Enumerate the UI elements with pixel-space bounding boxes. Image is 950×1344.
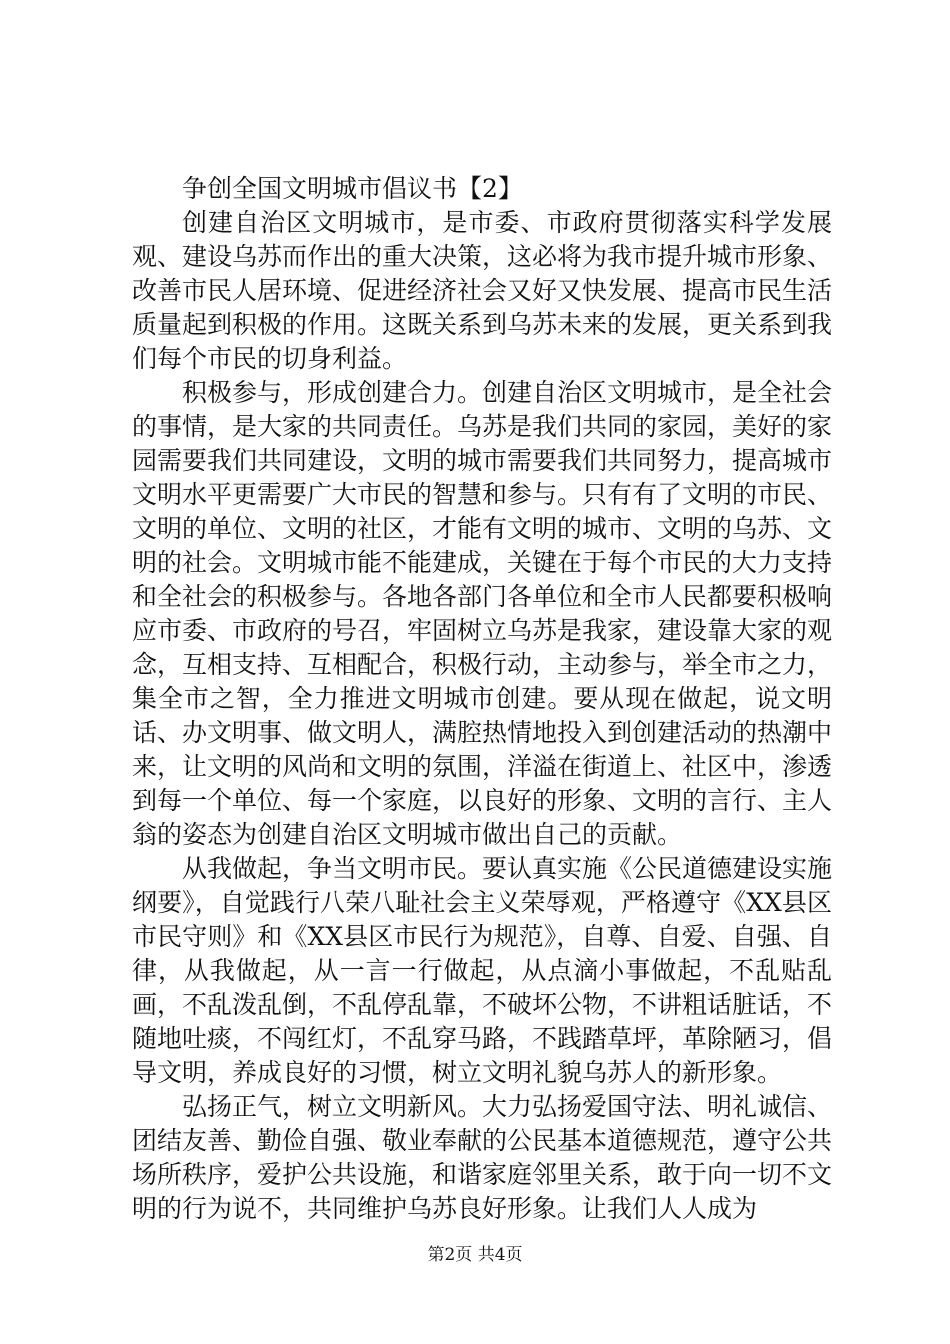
paragraph-new-ethos: 弘扬正气，树立文明新风。大力弘扬爱国守法、明礼诚信、团结友善、勤俭自强、敬业奉献的公民基本道德规范，遵守公共场所秩序，爱护公共设施，和谐家庭邻里关系，敢于向一切不文明的行为说不，共同维护乌苏良好形象。让我们人人成为: [132, 1092, 833, 1223]
paragraph-participation: 积极参与，形成创建合力。创建自治区文明城市，是全社会的事情，是大家的共同责任。乌苏是我们共同的家园，美好的家园需要我们共同建设，文明的城市需要我们共同努力，提高城市文明水平更需要广大市民的智慧和参与。只有有了文明的市民、文明的单位、文明的社区，才能有文明的城市、文明的乌苏、文明的社会。文明城市能不能建成，关键在于每个市民的大力支持和全社会的积极参与。各地各部门各单位和全市人民都要积极响应市委、市政府的号召，牢固树立乌苏是我家，建设靠大家的观念，互相支持、互相配合，积极行动，主动参与，举全市之力，集全市之智，全力推进文明城市创建。要从现在做起，说文明话、办文明事、做文明人，满腔热情地投入到创建活动的热潮中来，让文明的风尚和文明的氛围，洋溢在街道上、社区中，渗透到每一个单位、每一个家庭，以良好的形象、文明的言行、主人翁的姿态为创建自治区文明城市做出自己的贡献。: [132, 378, 833, 849]
paragraph-intro: 创建自治区文明城市，是市委、市政府贯彻落实科学发展观、建设乌苏而作出的重大决策，这必将为我市提升城市形象、改善市民人居环境、促进经济社会又好又快发展、提高市民生活质量起到积极的作用。这既关系到乌苏未来的发展，更关系到我们每个市民的切身利益。: [132, 208, 833, 373]
paragraph-civic-citizen: 从我做起，争当文明市民。要认真实施《公民道德建设实施纲要》，自觉践行八荣八耻社会主义荣辱观，严格遵守《XX县区市民守则》和《XX县区市民行为规范》，自尊、自爱、自强、自律，从我做起，从一言一行做起，从点滴小事做起，不乱贴乱画，不乱泼乱倒，不乱停乱靠，不破坏公物，不讲粗话脏话，不随地吐痰，不闯红灯，不乱穿马路，不践踏草坪，革除陋习，倡导文明，养成良好的习惯，树立文明礼貌乌苏人的新形象。: [132, 854, 833, 1087]
document-title: 争创全国文明城市倡议书【2】: [182, 174, 523, 203]
document-body: [132, 172, 832, 1226]
page-number-footer: 第2页 共4页: [427, 1245, 523, 1265]
